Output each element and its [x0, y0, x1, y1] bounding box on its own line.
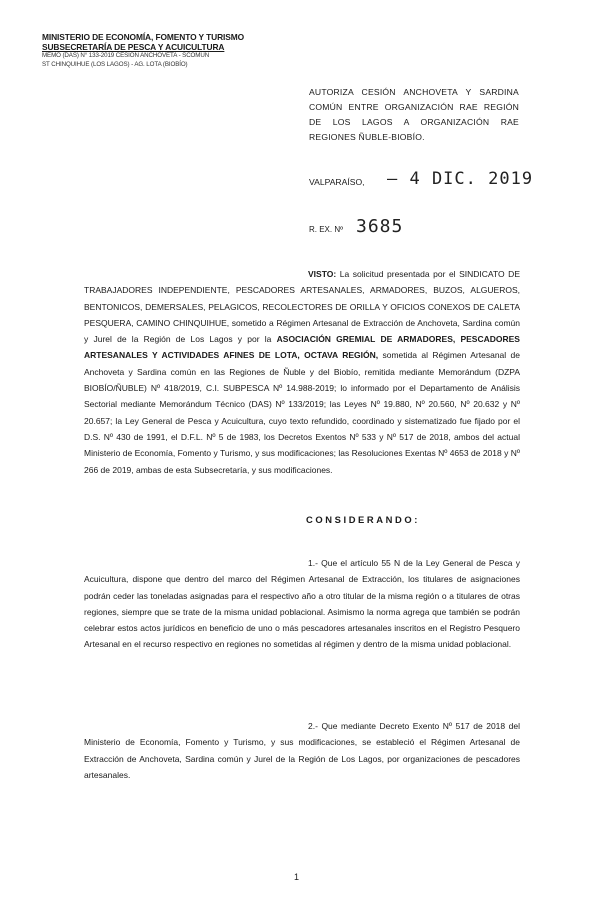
reference-line-1: MEMO (DAS) N° 133-2019 CESIÓN ANCHOVETA - SCOMÚN	[42, 52, 210, 60]
resolution-number-label: R. EX. Nº	[309, 225, 344, 234]
visto-paragraph	[84, 266, 520, 478]
date-label: VALPARAÍSO,	[309, 177, 365, 187]
considerando-point-2: 2.- Que mediante Decreto Exento Nº 517 de 2018 del Ministerio de Economía, Fomento y Turismo, y sus modificaciones, se estableció el Régimen Artesanal de Extracción de Anchoveta, Sardina común y Jurel de la Región de Los Lagos, por organizaciones de pescadores artesanales.	[84, 721, 520, 780]
date-stamp: – 4 DIC. 2019	[387, 169, 534, 189]
visto-text-1: La solicitud presentada por el SINDICATO DE TRABAJADORES INDEPENDIENTE, PESCADORES ARTESANALES, ARMADORES, BUZOS, ALGUEROS, BENTONICOS, DEMERSALES, PELAGICOS, RECOLECTORES DE ORILLA Y OFICIOS CONEXOS DE CALETA PESQUERA, CAMINO CHINQUIHUE, sometido a Régimen Artesanal de Extracción de Anchoveta, Sardina común y Jurel de la Región de Los Lagos y por la	[84, 269, 520, 345]
visto-label: VISTO:	[308, 269, 337, 279]
visto-text-2: sometida al Régimen Artesanal de Anchoveta y Sardina común en las Regiones de Ñuble y del Biobío, remitida mediante Memorándum (DZPA BIOBÍO/ÑUBLE) Nº 418/2019, C.I. SUBPESCA Nº 14.988-2019; lo informado por el Departamento de Análisis Sectorial mediante Memorándum Técnico (DAS) Nº 133/2019; las Leyes Nº 19.880, Nº 20.560, Nº 20.632 y Nº 20.657; la Ley General de Pesca y Acuicultura, cuyo texto refundido, coordinado y sistematizado fue fijado por el D.S. Nº 430 de 1991, el D.F.L. Nº 5 de 1983, los Decretos Exentos Nº 533 y Nº 517 de 2018, ambos del actual Ministerio de Economía, Fomento y Turismo, y sus modificaciones; las Resoluciones Exentas Nº 4653 de 2018 y Nº 266 de 2019, ambas de esta Subsecretaría, y sus modificaciones.	[84, 350, 520, 475]
resolution-number-block	[309, 216, 549, 249]
resolution-title: AUTORIZA CESIÓN ANCHOVETA Y SARDINA COMÚN ENTRE ORGANIZACIÓN RAE REGIÓN DE LOS LAGOS A ORGANIZACIÓN RAE REGIONES ÑUBLE-BIOBÍO.	[309, 87, 519, 142]
considerando-heading: CONSIDERANDO:	[306, 514, 421, 525]
letterhead	[42, 33, 262, 69]
date-block	[309, 171, 549, 201]
ministry-name: MINISTERIO DE ECONOMÍA, FOMENTO Y TURISMO	[42, 32, 245, 42]
reference-line-2: ST CHINQUIHUE (LOS LAGOS) - AG. LOTA (BIOBÍO)	[42, 60, 188, 68]
subsecretaria-name: SUBSECRETARÍA DE PESCA Y ACUICULTURA	[42, 41, 225, 52]
visto-org-2: ASOCIACIÓN GREMIAL DE ARMADORES, PESCADORES ARTESANALES Y ACTIVIDADES AFINES DE LOTA, OCTAVA REGIÓN,	[84, 334, 520, 361]
page-number: 1	[294, 872, 300, 882]
resolution-number: 3685	[356, 216, 404, 237]
considerando-point-1: 1.- Que el artículo 55 N de la Ley General de Pesca y Acuicultura, dispone que dentro del marco del Régimen Artesanal de Extracción, los titulares de asignaciones podrán ceder las toneladas asignadas para el respectivo año a otro titular de la misma región o a titulares de otras regiones, siempre que se trate de la misma unidad poblacional. Asimismo la norma agrega que también se podrán celebrar estos actos jurídicos en beneficio de uno o más pescadores artesanales inscritos en el Registro Pesquero Artesanal en el recurso respectivo en regiones no sometidas al régimen y dentro de la misma unidad poblacional.	[84, 558, 520, 650]
